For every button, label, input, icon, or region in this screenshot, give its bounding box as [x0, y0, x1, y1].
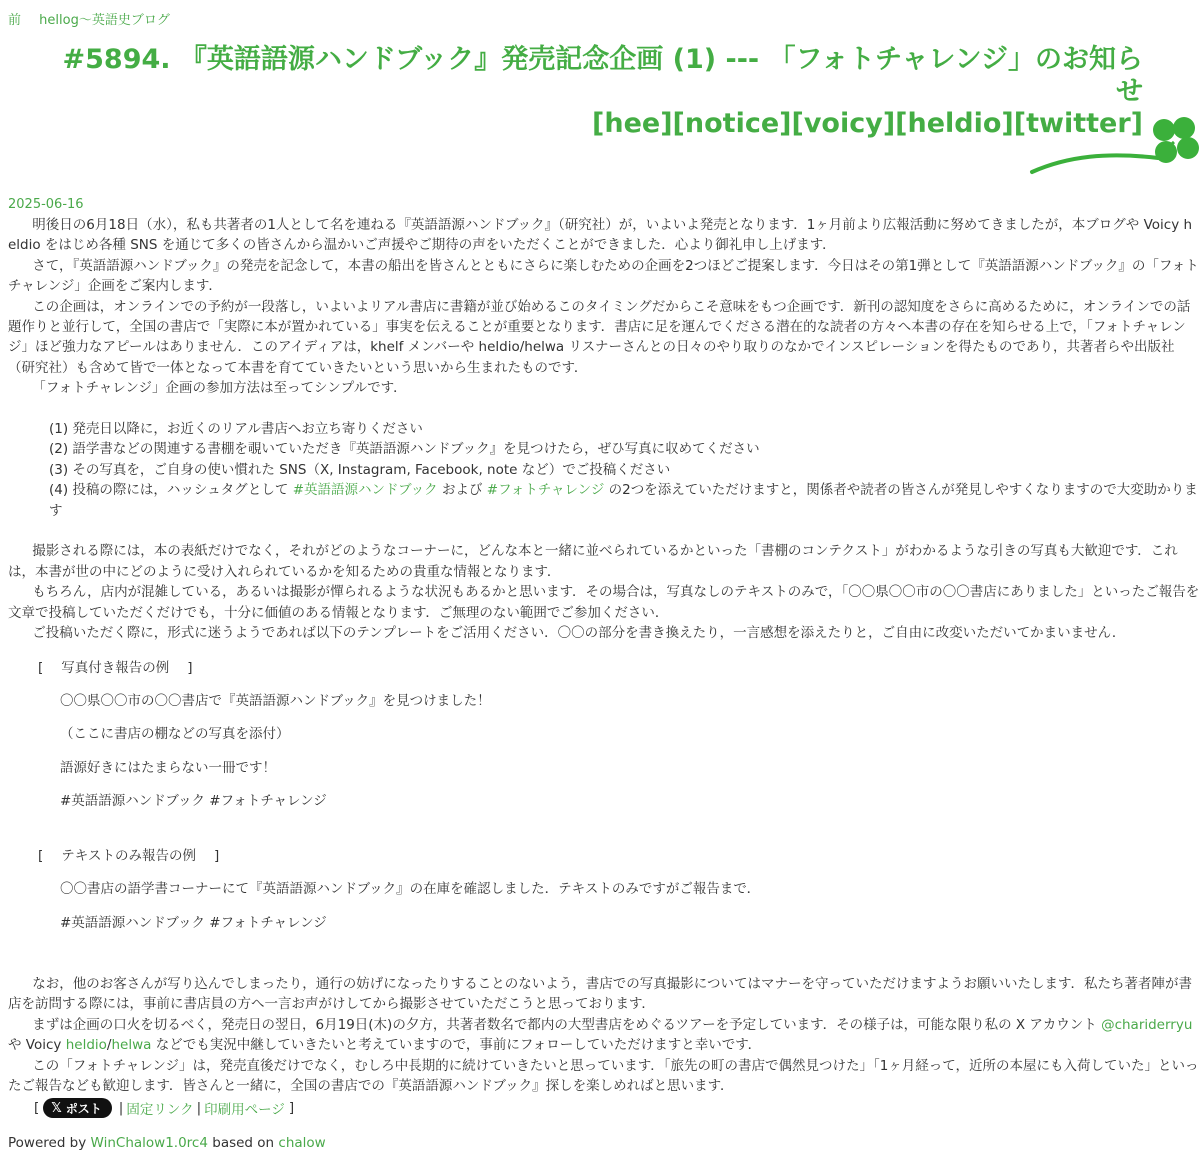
participation-steps	[8, 419, 1200, 521]
prev-link[interactable]: 前	[8, 13, 22, 28]
x-logo-icon: 𝕏	[51, 1100, 62, 1116]
heldio-link[interactable]: heldio	[65, 1037, 107, 1054]
paragraph-10: この「フォトチャレンジ」は，発売直後だけでなく，むしろ中長期的に続けていきたいと思っています．「旅先の町の書店で偶然見つけた」「1ヶ月経って，近所の本屋にも入荷していた」といったご報告なども歓迎します．皆さんと一緒に，全国の書店での『英語語源ハンドブック』探しを楽しめればと思います．	[8, 1057, 1199, 1094]
paragraph-4: 「フォトチャレンジ」企画の参加方法は至ってシンプルです．	[32, 380, 407, 397]
paragraph-3: この企画は，オンラインでの予約が一段落し，いよいよリアル書店に書籍が並び始めるこのタイミングだからこそ意味をもつ企画です．新刊の認知度をさらに高めるために，オンラインでの話題作りと並行して，全国の書店で「実際に本が置かれている」事実を伝えることが重要となります．書店に足を運んでくださる潜在的な読者の方々へ本書の存在を知らせる上で，「フォトチャレンジ」ほど強力なアピールはありません．このアイディアは，khelf メンバーや heldio/helwa リスナーさんとの日々のやり取りのなかでインスピレーションを得たものであり，共著者らや出版社（研究社）も含めて皆で一体となって本書を育てていきたいという思いから生まれたものです．	[8, 298, 1191, 376]
template-text-line2: #英語語源ハンドブック #フォトチャレンジ	[60, 914, 327, 931]
x-account-link[interactable]: @chariderryu	[1101, 1016, 1193, 1033]
powered-by: Powered by WinChalow1.0rc4 based on chalow	[8, 1135, 326, 1151]
step-4: (4) 投稿の際には，ハッシュタグとして #英語語源ハンドブック および #フォトチャレンジ の2つを添えていただけますと，関係者や読者の皆さんが発見しやすくなりますので大変助かります	[49, 482, 1198, 519]
paragraph-1: 明後日の6月18日（水），私も共著者の1人として名を連ねる『英語語源ハンドブック』（研究社）が，いよいよ発売となります．1ヶ月前より広報活動に努めてきましたが，本ブログや Voicy heldio をはじめ各種 SNS を通じて多くの皆さんから温かいご声援やご期待の声をいただくことができました．心より御礼申し上げます．	[8, 217, 1193, 254]
template-photo-line4: #英語語源ハンドブック #フォトチャレンジ	[60, 793, 327, 810]
paragraph-9: まずは企画の口火を切るべく，発売日の翌日，6月19日(木)の夕方，共著者数名で都内の大型書店をめぐるツアーを予定しています．その様子は，可能な限り私の X アカウント @chariderryu や Voicy heldio/helwa などでも実況中継していきたいと考えていますので，事前にフォローしていただけますと幸いです．	[8, 1016, 1193, 1054]
hashtag-photochallenge-link[interactable]: #フォトチャレンジ	[486, 482, 605, 499]
template-photo-line1: 〇〇県〇〇市の〇〇書店で『英語語源ハンドブック』を見つけました！	[60, 692, 491, 709]
step-1: (1) 発売日以降に，お近くのリアル書店へお立ち寄りください	[49, 421, 423, 438]
paragraph-2: さて，『英語語源ハンドブック』の発売を記念して，本書の船出を皆さんとともにさらに楽しむための企画を2つほどご提案します．今日はその第1弾として『英語語源ハンドブック』の「フォトチャレンジ」企画をご案内します．	[8, 257, 1199, 295]
article-footer: [ 𝕏 ポスト | 固定リンク | 印刷用ページ ]	[34, 1100, 295, 1118]
template-photo-heading: [ 写真付き報告の例 ]	[38, 659, 193, 676]
template-text-line1: 〇〇書店の語学書コーナーにて『英語語源ハンドブック』の在庫を確認しました．テキストのみですがご報告まで．	[60, 881, 761, 898]
paragraph-5: 撮影される際には，本の表紙だけでなく，それがどのようなコーナーに，どんな本と一緒に並べられているかといった「書棚のコンテクスト」がわかるような引きの写真も大歓迎です．これは，本書が世の中にどのように受け入れられているかを知るための貴重な情報となります．	[8, 543, 1178, 580]
template-photo-line2: （ここに書店の棚などの写真を添付）	[60, 726, 290, 743]
clover-icon	[1028, 112, 1200, 178]
title-categories[interactable]: [hee][notice][voicy][heldio][twitter]	[592, 108, 1143, 139]
template-photo-line3: 語源好きにはたまらない一冊です！	[60, 759, 276, 776]
article-title	[40, 44, 1143, 140]
blog-home-link[interactable]: hellog～英語史ブログ	[39, 13, 170, 28]
hashtag-handbook-link[interactable]: #英語語源ハンドブック	[292, 482, 438, 499]
paragraph-7: ご投稿いただく際に，形式に迷うようであれば以下のテンプレートをご活用ください．〇〇の部分を書き換えたり，一言感想を添えたりと，ご自由に改変いただいてかまいません．	[32, 625, 1126, 642]
permalink-link[interactable]: 固定リンク	[126, 1102, 194, 1118]
print-page-link[interactable]: 印刷用ページ	[204, 1102, 285, 1118]
step-3: (3) その写真を，ご自身の使い慣れた SNS（X, Instagram, Facebook, note など）でご投稿ください	[49, 461, 671, 478]
template-text-heading: [ テキストのみ報告の例 ]	[38, 847, 220, 864]
helwa-link[interactable]: helwa	[111, 1037, 152, 1054]
top-navigation	[8, 9, 184, 28]
winchalow-link[interactable]: WinChalow1.0rc4	[90, 1135, 208, 1151]
paragraph-6: もちろん，店内が混雑している，あるいは撮影が憚られるような状況もあるかと思います．その場合は，写真なしのテキストのみで，「〇〇県〇〇市の〇〇書店にありました」といったご報告を文章で投稿していただくだけでも，十分に価値のある情報となります．ご無理のない範囲でご参加ください．	[8, 584, 1200, 621]
chalow-link[interactable]: chalow	[278, 1135, 326, 1151]
paragraph-8: なお，他のお客さんが写り込んでしまったり，通行の妨げになったりすることのないよう，書店での写真撮影についてはマナーを守っていただけますようお願いいたします．私たち著者陣が書店を訪問する際には，事前に書店員の方へ一言お声がけしてから撮影させていただこうと思っております．	[8, 975, 1192, 1013]
article-body	[8, 215, 1200, 1095]
x-post-button[interactable]: 𝕏 ポスト	[43, 1098, 112, 1118]
post-date[interactable]: 2025-06-16	[8, 197, 84, 212]
step-2: (2) 語学書などの関連する書棚を覗いていただき『英語語源ハンドブック』を見つけたら，ぜひ写真に収めてください	[49, 441, 760, 458]
title-line1[interactable]: #5894. 『英語語源ハンドブック』発売記念企画 (1) --- 「フォトチャレンジ」のお知らせ	[62, 44, 1143, 107]
